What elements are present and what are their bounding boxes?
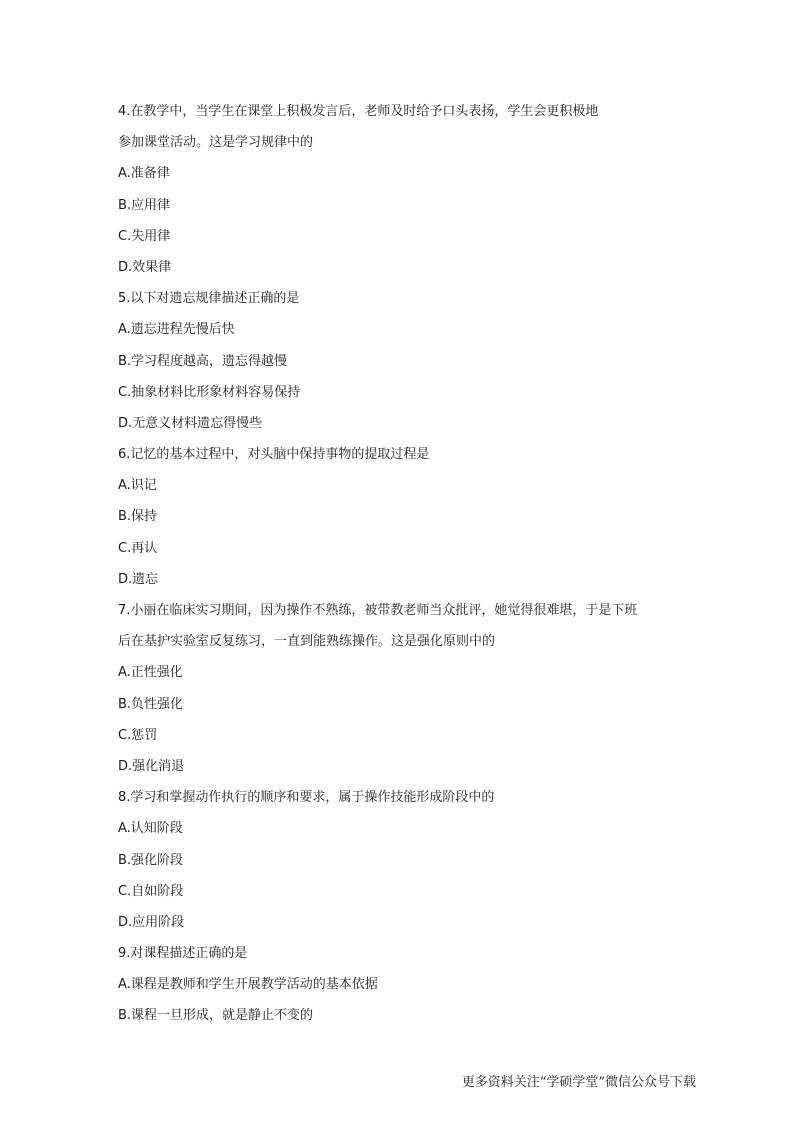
question-5-option-b: B.学习程度越高，遗忘得越慢 [118, 353, 288, 369]
question-5-option-c: C.抽象材料比形象材料容易保持 [118, 384, 301, 400]
question-6-option-c: C.再认 [118, 540, 158, 556]
question-6-stem: 6.记忆的基本过程中，对头脑中保持事物的提取过程是 [118, 447, 430, 463]
question-4-option-b: B.应用律 [118, 197, 171, 213]
question-8-option-b: B.强化阶段 [118, 852, 184, 868]
question-4-option-a: A.准备律 [118, 166, 170, 182]
question-6-option-b: B.保持 [118, 509, 158, 525]
question-7-option-d: D.强化消退 [118, 758, 185, 774]
question-8-stem: 8.学习和掌握动作执行的顺序和要求，属于操作技能形成阶段中的 [118, 790, 495, 806]
question-4-option-c: C.失用律 [118, 228, 171, 244]
question-7-stem-line-2: 后在基护实验室反复练习，一直到能熟练操作。这是强化原则中的 [118, 634, 496, 650]
question-4-option-d: D.效果律 [118, 259, 172, 275]
question-7-stem-line-1: 7.小丽在临床实习期间，因为操作不熟练，被带教老师当众批评，她觉得很难堪，于是下班 [118, 603, 638, 618]
question-8-option-a: A.认知阶段 [118, 821, 183, 837]
question-8-option-c: C.自如阶段 [118, 883, 184, 899]
question-5-stem: 5.以下对遗忘规律描述正确的是 [118, 291, 300, 307]
question-4-stem-line-2: 参加课堂活动。这是学习规律中的 [118, 135, 314, 151]
question-text-block [118, 100, 718, 1036]
question-7-option-c: C.惩罚 [118, 727, 158, 743]
question-6-option-a: A.识记 [118, 478, 157, 494]
question-9-option-b: B.课程一旦形成，就是静止不变的 [118, 1008, 314, 1024]
question-5-option-a: A.遗忘进程先慢后快 [118, 322, 235, 338]
question-5-option-d: D.无意义材料遗忘得慢些 [118, 415, 263, 431]
question-9-option-a: A.课程是教师和学生开展教学活动的基本依据 [118, 977, 378, 993]
question-8-option-d: D.应用阶段 [118, 914, 185, 930]
page-footer-note: 更多资料关注“学硕学堂”微信公众号下载 [461, 1075, 696, 1090]
question-6-option-d: D.遗忘 [118, 571, 159, 587]
question-7-option-b: B.负性强化 [118, 696, 184, 712]
question-4-stem-line-1: 4.在教学中，当学生在课堂上积极发言后，老师及时给予口头表扬，学生会更积极地 [118, 104, 599, 119]
question-9-stem: 9.对课程描述正确的是 [118, 946, 248, 962]
question-7-option-a: A.正性强化 [118, 665, 183, 681]
